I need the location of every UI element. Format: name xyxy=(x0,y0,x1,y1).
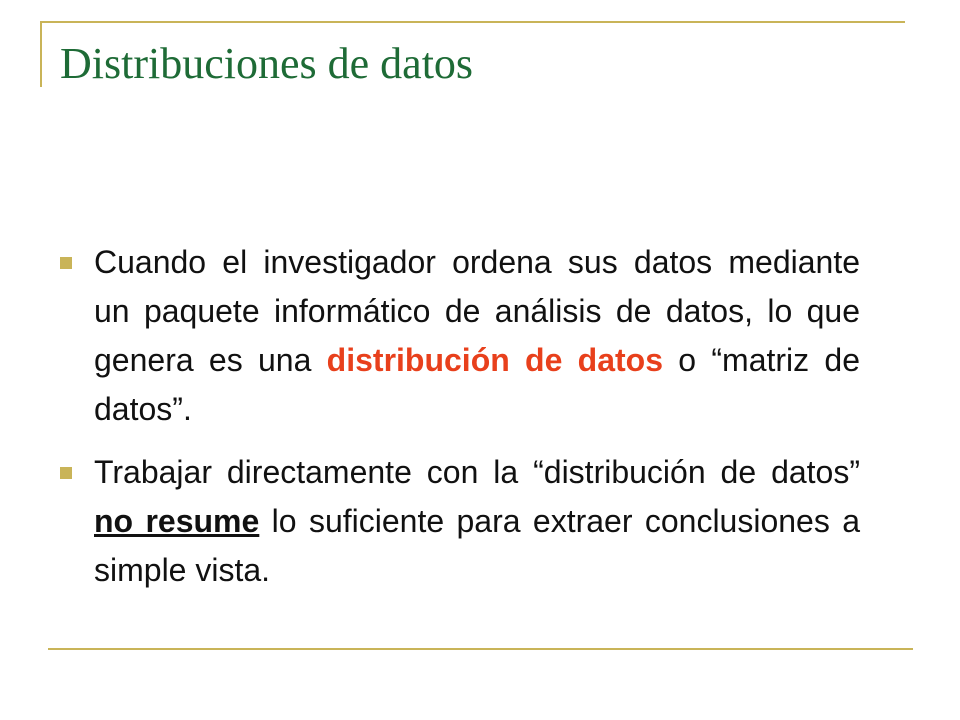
bullet-text: Trabajar directamente con la “distribución de datos” xyxy=(94,454,860,490)
slide-title: Distribuciones de datos xyxy=(60,39,474,88)
square-bullet-icon xyxy=(60,257,72,269)
slide-body xyxy=(60,238,860,609)
square-bullet-icon xyxy=(60,467,72,479)
emphasis-distribucion-de-datos: distribución de datos xyxy=(326,342,664,378)
bullet-text: Cuando el investigador ordena sus datos mediante un paquete informático de análisis de datos, lo que genera es una xyxy=(94,244,860,378)
bullet-item-matriz xyxy=(60,238,860,434)
emphasis-no-resume: no resume xyxy=(94,503,260,539)
left-rule xyxy=(40,21,42,87)
bullet-text-end: lo suficiente para extraer conclusiones a simple vista. xyxy=(94,503,861,588)
top-rule xyxy=(40,21,905,23)
bullet-item-no-resume xyxy=(60,448,860,595)
bottom-rule xyxy=(48,648,913,650)
bullet-text-end: o “matriz de datos”. xyxy=(94,342,861,427)
